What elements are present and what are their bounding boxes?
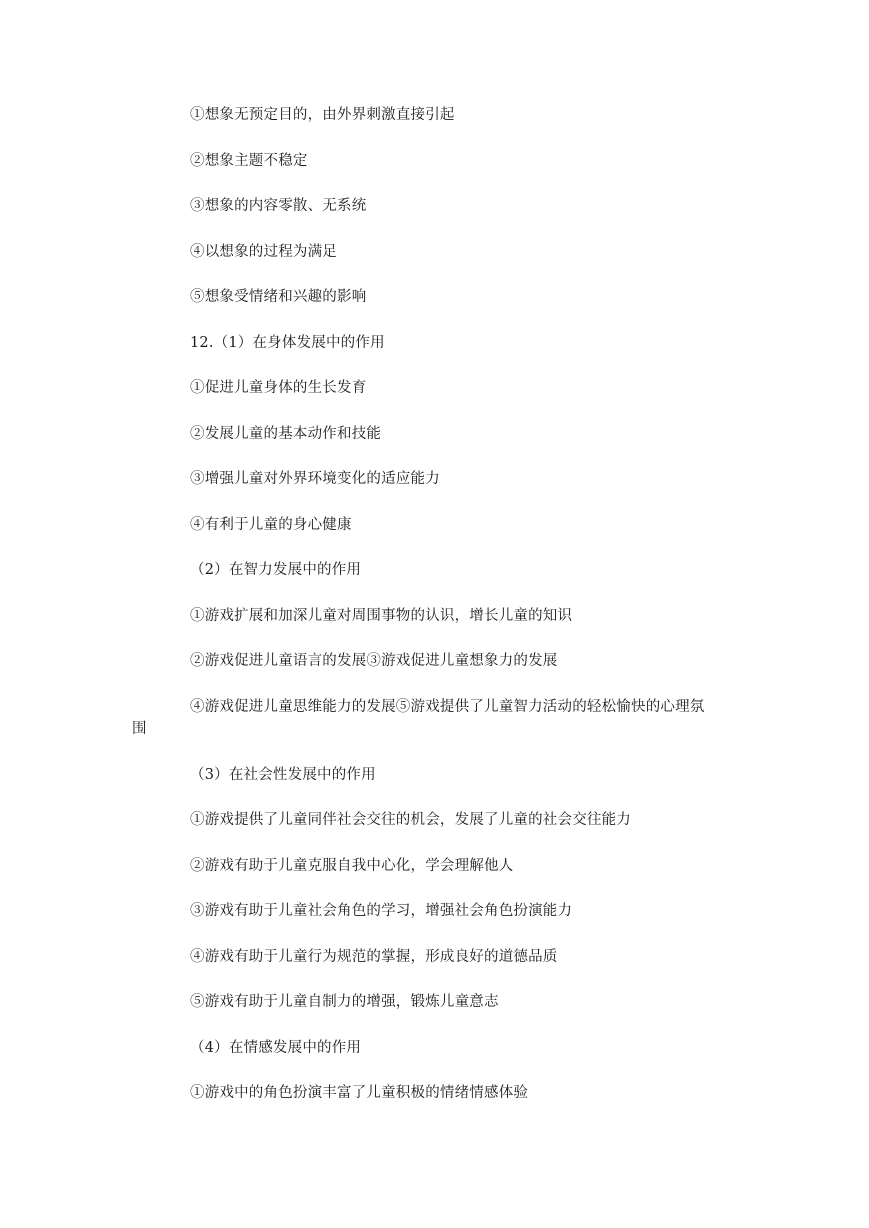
text-line-imagination-scattered-content: ③想象的内容零散、无系统	[190, 198, 367, 214]
text-line-knowledge-growth: ①游戏扩展和加深儿童对周围事物的认识，增长儿童的知识	[190, 608, 573, 624]
text-line-language-imagination: ②游戏促进儿童语言的发展③游戏促进儿童想象力的发展	[190, 653, 558, 669]
text-line-thinking-atmosphere: ④游戏促进儿童思维能力的发展⑤游戏提供了儿童智力活动的轻松愉快的心理氛	[190, 699, 705, 715]
text-line-emotional-experience: ①游戏中的角色扮演丰富了儿童积极的情绪情感体验	[190, 1085, 529, 1101]
text-line-process-satisfaction: ④以想象的过程为满足	[190, 244, 337, 260]
text-line-emotion-interest-influence: ⑤想象受情绪和兴趣的影响	[190, 289, 367, 305]
text-line-self-control: ⑤游戏有助于儿童自制力的增强，锻炼儿童意志	[190, 994, 499, 1010]
text-line-imagination-no-purpose: ①想象无预定目的，由外界刺激直接引起	[190, 107, 455, 123]
text-line-peer-interaction: ①游戏提供了儿童同伴社会交往的机会，发展了儿童的社会交往能力	[190, 812, 631, 828]
text-line-imagination-unstable-theme: ②想象主题不稳定	[190, 153, 308, 169]
section-heading-intellectual-development: （2）在智力发展中的作用	[190, 562, 362, 578]
section-heading-physical-development: 12.（1）在身体发展中的作用	[190, 335, 385, 351]
text-line-mental-health: ④有利于儿童的身心健康	[190, 517, 352, 533]
text-line-behavior-norms: ④游戏有助于儿童行为规范的掌握，形成良好的道德品质	[190, 949, 558, 965]
text-line-continuation: 围	[132, 721, 147, 737]
text-line-basic-motor-skills: ②发展儿童的基本动作和技能	[190, 426, 382, 442]
text-line-social-roles: ③游戏有助于儿童社会角色的学习，增强社会角色扮演能力	[190, 903, 573, 919]
text-line-physical-growth: ①促进儿童身体的生长发育	[190, 380, 367, 396]
text-line-decentering: ②游戏有助于儿童克服自我中心化，学会理解他人	[190, 858, 514, 874]
section-heading-social-development: （3）在社会性发展中的作用	[190, 767, 376, 783]
section-heading-emotional-development: （4）在情感发展中的作用	[190, 1040, 362, 1056]
text-line-environment-adaptation: ③增强儿童对外界环境变化的适应能力	[190, 471, 440, 487]
